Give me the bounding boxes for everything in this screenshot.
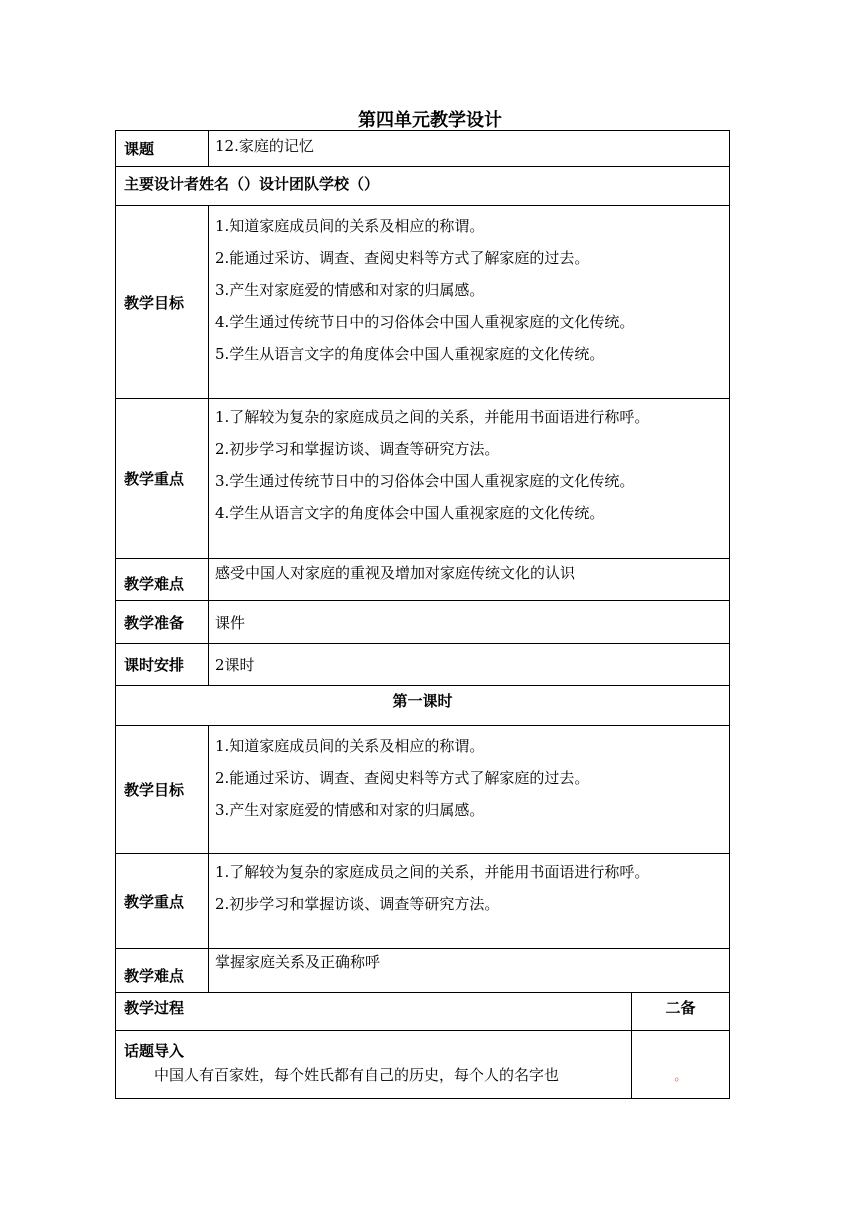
lesson1-heading: 第一课时 xyxy=(116,686,730,726)
difficulty-label: 教学难点 xyxy=(116,559,209,601)
lesson1-goals-cell xyxy=(209,726,730,854)
schedule-value: 2课时 xyxy=(209,644,730,686)
lesson1-key-item: 1.了解较为复杂的家庭成员之间的关系，并能用书面语进行称呼。 xyxy=(215,863,650,881)
prep-row xyxy=(116,601,730,644)
difficulty-row xyxy=(116,559,730,601)
goal-item: 4.学生通过传统节日中的习俗体会中国人重视家庭的文化传统。 xyxy=(215,313,635,331)
side-mark: 。 xyxy=(674,1069,687,1083)
lesson1-key-row xyxy=(116,854,730,949)
topic-value: 12.家庭的记忆 xyxy=(209,131,730,167)
lesson1-goal-item: 2.能通过采访、调查、查阅史料等方式了解家庭的过去。 xyxy=(215,769,590,787)
key-point-item: 1.了解较为复杂的家庭成员之间的关系，并能用书面语进行称呼。 xyxy=(215,408,650,426)
goals-cell xyxy=(209,206,730,399)
lesson1-difficulty-label: 教学难点 xyxy=(116,949,209,993)
key-points-row xyxy=(116,399,730,559)
schedule-label: 课时安排 xyxy=(116,644,209,686)
lesson1-heading-row xyxy=(116,686,730,726)
key-point-item: 3.学生通过传统节日中的习俗体会中国人重视家庭的文化传统。 xyxy=(215,472,635,490)
difficulty-value: 感受中国人对家庭的重视及增加对家庭传统文化的认识 xyxy=(209,559,730,601)
lesson1-key-item: 2.初步学习和掌握访谈、调查等研究方法。 xyxy=(215,895,500,913)
key-point-item: 2.初步学习和掌握访谈、调查等研究方法。 xyxy=(215,440,500,458)
goal-item: 3.产生对家庭爱的情感和对家的归属感。 xyxy=(215,281,485,299)
designer-row xyxy=(116,167,730,206)
goal-item: 1.知道家庭成员间的关系及相应的称谓。 xyxy=(215,217,485,235)
intro-cell xyxy=(116,1031,632,1099)
key-points-cell xyxy=(209,399,730,559)
prep-label: 教学准备 xyxy=(116,601,209,644)
goal-item: 2.能通过采访、调查、查阅史料等方式了解家庭的过去。 xyxy=(215,249,590,267)
topic-label: 课题 xyxy=(116,131,209,167)
lesson1-difficulty-value: 掌握家庭关系及正确称呼 xyxy=(209,949,730,993)
lesson1-key-label: 教学重点 xyxy=(116,854,209,949)
lesson1-goal-item: 3.产生对家庭爱的情感和对家的归属感。 xyxy=(215,801,485,819)
prep-value: 课件 xyxy=(209,601,730,644)
second-prep-label: 二备 xyxy=(632,993,730,1031)
topic-row xyxy=(116,131,730,167)
lesson1-goal-item: 1.知道家庭成员间的关系及相应的称谓。 xyxy=(215,737,485,755)
lesson-plan-table xyxy=(115,130,730,1099)
key-points-label: 教学重点 xyxy=(116,399,209,559)
process-label: 教学过程 xyxy=(116,993,632,1031)
intro-text: 中国人有百家姓，每个姓氏都有自己的历史，每个人的名字也 xyxy=(154,1066,560,1084)
key-point-item: 4.学生从语言文字的角度体会中国人重视家庭的文化传统。 xyxy=(215,504,605,522)
goal-item: 5.学生从语言文字的角度体会中国人重视家庭的文化传统。 xyxy=(215,345,605,363)
intro-row xyxy=(116,1031,730,1099)
lesson1-difficulty-row xyxy=(116,949,730,993)
intro-heading: 话题导入 xyxy=(124,1042,185,1060)
second-prep-cell xyxy=(632,1031,730,1099)
process-header-row xyxy=(116,993,730,1031)
lesson1-key-cell xyxy=(209,854,730,949)
lesson1-goals-row xyxy=(116,726,730,854)
designer-line: 主要设计者姓名（）设计团队学校（） xyxy=(116,167,730,206)
page-title: 第四单元教学设计 xyxy=(358,110,502,131)
goals-label: 教学目标 xyxy=(116,206,209,399)
goals-row xyxy=(116,206,730,399)
lesson1-goals-label: 教学目标 xyxy=(116,726,209,854)
schedule-row xyxy=(116,644,730,686)
